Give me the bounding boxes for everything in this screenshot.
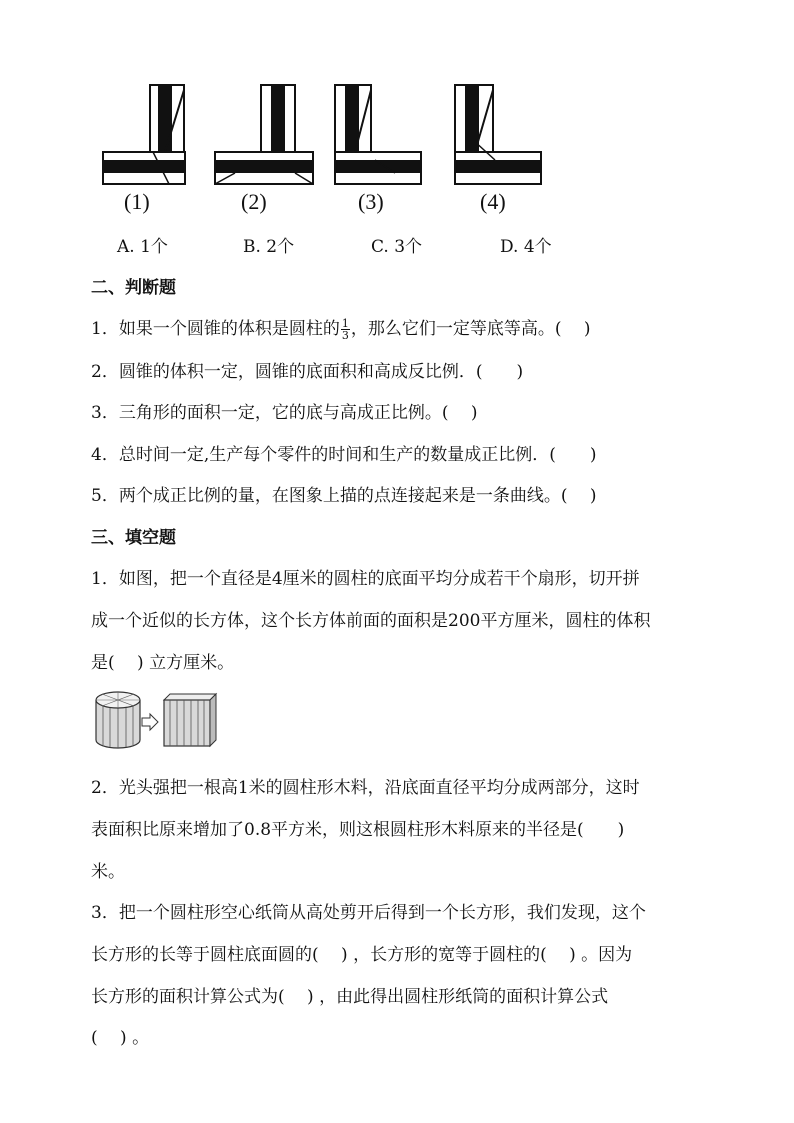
judge-q1-text-a: 1．如果一个圆锥的体积是圆柱的	[91, 319, 340, 339]
choice-d: D. 4个	[500, 237, 552, 257]
fraction-denominator: 3	[341, 329, 349, 342]
fill-q1-line2: 成一个近似的长方体，这个长方体前面的面积是200平方厘米，圆柱的体积	[91, 611, 651, 631]
fill-q2-line1: 2．光头强把一根高1米的圆柱形木料，沿底面直径平均分成两部分，这时	[91, 778, 640, 798]
fill-q2-line2: 表面积比原来增加了0.8平方米，则这根圆柱形木料原来的半径是( )	[91, 820, 625, 840]
figure-label-1: (1)	[124, 189, 150, 214]
fill-q3-line1: 3．把一个圆柱形空心纸筒从高处剪开后得到一个长方形，我们发现，这个	[91, 903, 646, 923]
fill-q3-line4: ( ) 。	[91, 1028, 150, 1048]
judge-q5: 5．两个成正比例的量，在图象上描的点连接起来是一条曲线。( )	[91, 486, 597, 506]
figure-label-4: (4)	[480, 189, 506, 214]
judge-q1-text-b: ，那么它们一定等底等高。( )	[350, 319, 591, 339]
l-shape-3	[335, 85, 421, 184]
fraction-one-third	[341, 318, 350, 341]
l-shape-1	[103, 85, 185, 184]
fill-q3-line2: 长方形的长等于圆柱底面圆的( ) ，长方形的宽等于圆柱的( ) 。因为	[91, 945, 633, 965]
choice-b: B. 2个	[243, 237, 295, 257]
l-shapes-figure	[95, 80, 555, 192]
arrow-right-icon	[142, 714, 158, 730]
fill-q3-line3: 长方形的面积计算公式为( ) ，由此得出圆柱形纸筒的面积计算公式	[91, 987, 609, 1007]
section2-heading: 二、判断题	[91, 278, 176, 298]
l-shape-4	[455, 85, 541, 184]
fill-q2-line3: 米。	[91, 862, 125, 882]
judge-q2: 2．圆锥的体积一定，圆锥的底面积和高成反比例．( )	[91, 362, 524, 382]
judge-q3: 3．三角形的面积一定，它的底与高成正比例。( )	[91, 403, 478, 423]
fraction-numerator: 1	[341, 317, 349, 330]
l-shape-2	[215, 85, 313, 184]
cylinder-to-cuboid-figure	[92, 688, 222, 750]
choice-a: A. 1个	[117, 237, 168, 257]
section3-heading: 三、填空题	[91, 528, 176, 548]
figure-label-2: (2)	[241, 189, 267, 214]
judge-q4: 4．总时间一定,生产每个零件的时间和生产的数量成正比例．( )	[91, 445, 597, 465]
judge-q1	[91, 314, 591, 341]
cuboid-icon	[164, 694, 216, 746]
figure-label-3: (3)	[358, 189, 384, 214]
fill-q1-line3: 是( ) 立方厘米。	[91, 653, 235, 673]
choice-c: C. 3个	[371, 237, 423, 257]
fill-q1-line1: 1．如图，把一个直径是4厘米的圆柱的底面平均分成若干个扇形，切开拼	[91, 569, 640, 589]
cylinder-icon	[96, 692, 140, 748]
